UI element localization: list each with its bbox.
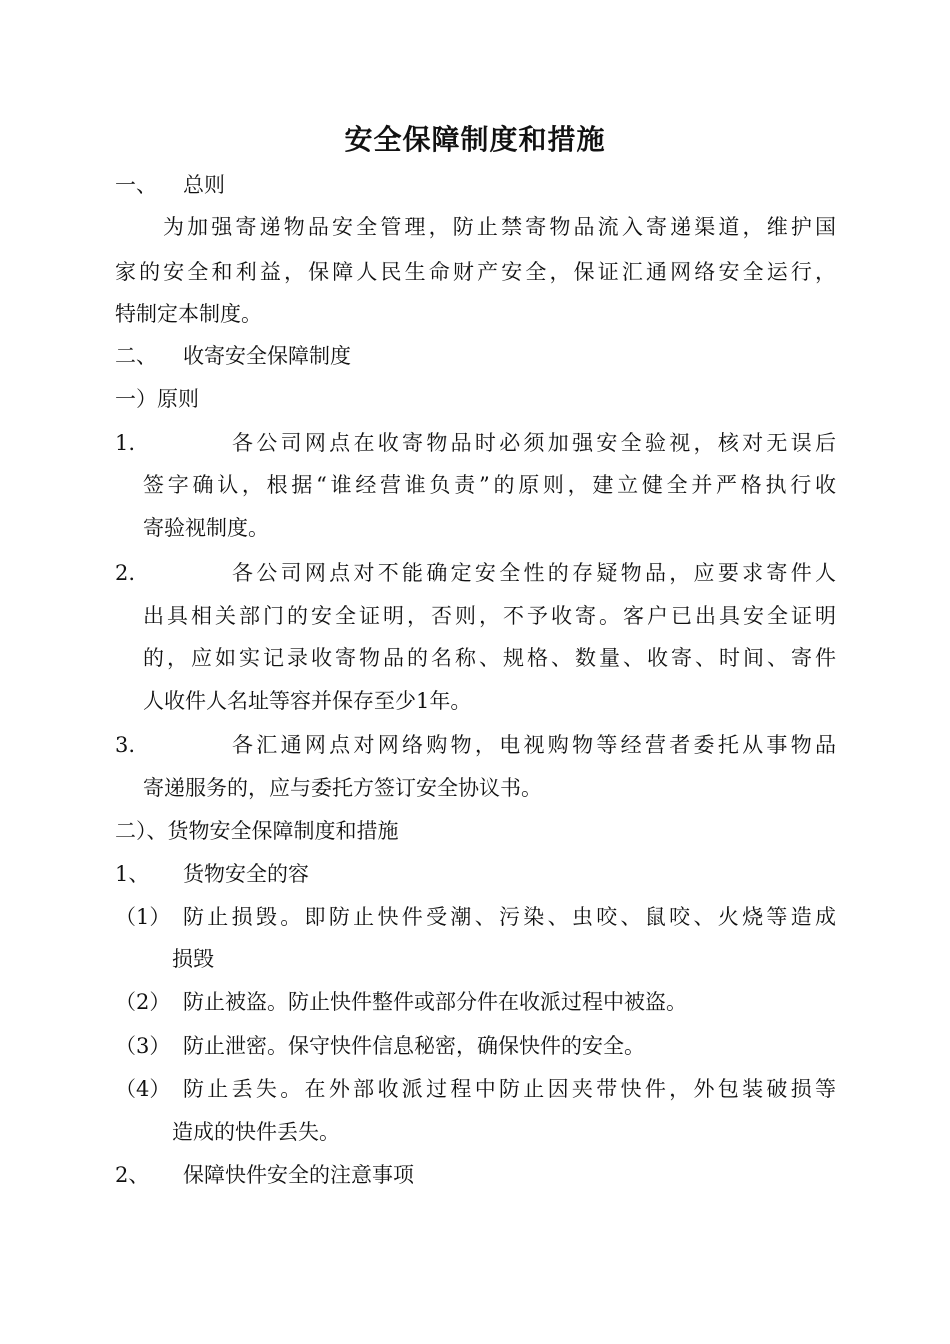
cargo-item-2-heading: 保障快件安全的注意事项 [183,1163,414,1187]
item-line: 各公司网点对不能确定安全性的存疑物品，应要求寄件人 [232,561,836,585]
section-1-heading: 总则 [183,173,225,197]
point-line: 防止损毁。即防止快件受潮、污染、虫咬、鼠咬、火烧等造成 [183,905,836,929]
subsection-2-heading: 二）、货物安全保障制度和措施 [115,819,399,843]
item-line: 的，应如实记录收寄物品的名称、规格、数量、收寄、时间、寄件 [143,646,836,670]
point-line: 防止被盗。防止快件整件或部分件在收派过程中被盗。 [183,990,687,1014]
section-1-para-line: 为加强寄递物品安全管理，防止禁寄物品流入寄递渠道，维护国 [163,215,836,239]
item-number: 2. [115,561,136,585]
cargo-item-2-marker: 2、 [115,1163,150,1187]
point-marker: （2） [115,990,171,1014]
item-line: 出具相关部门的安全证明，否则，不予收寄。客户已出具安全证明 [143,604,836,628]
document-title: 安全保障制度和措施 [344,123,606,156]
point-marker: （1） [115,905,171,929]
cargo-item-1-marker: 1、 [115,862,150,886]
section-1-marker: 一、 [115,173,157,197]
section-2-marker: 二、 [115,344,157,368]
point-line: 防止泄密。保守快件信息秘密，确保快件的安全。 [183,1034,645,1058]
item-line: 寄递服务的，应与委托方签订安全协议书。 [143,776,542,800]
point-line: 损毁 [172,947,214,971]
section-2-heading: 收寄安全保障制度 [183,344,351,368]
point-marker: （3） [115,1034,171,1058]
section-1-para-line: 家的安全和利益，保障人民生命财产安全，保证汇通网络安全运行， [115,260,836,284]
point-line: 防止丢失。在外部收派过程中防止因夹带快件，外包装破损等 [183,1077,836,1101]
item-line: 各汇通网点对网络购物，电视购物等经营者委托从事物品 [232,733,836,757]
item-line: 各公司网点在收寄物品时必须加强安全验视，核对无误后 [232,431,836,455]
item-line: 签字确认，根据“谁经营谁负责”的原则，建立健全并严格执行收 [143,473,836,497]
item-number: 1. [115,431,136,455]
section-1-para-line: 特制定本制度。 [115,302,262,326]
subsection-1-heading: 一）原则 [115,387,199,411]
point-marker: （4） [115,1077,171,1101]
point-line: 造成的快件丢失。 [172,1120,340,1144]
item-line: 寄验视制度。 [143,516,269,540]
cargo-item-1-heading: 货物安全的容 [183,862,309,886]
item-number: 3. [115,733,136,757]
item-line: 人收件人名址等容并保存至少1年。 [143,689,472,713]
